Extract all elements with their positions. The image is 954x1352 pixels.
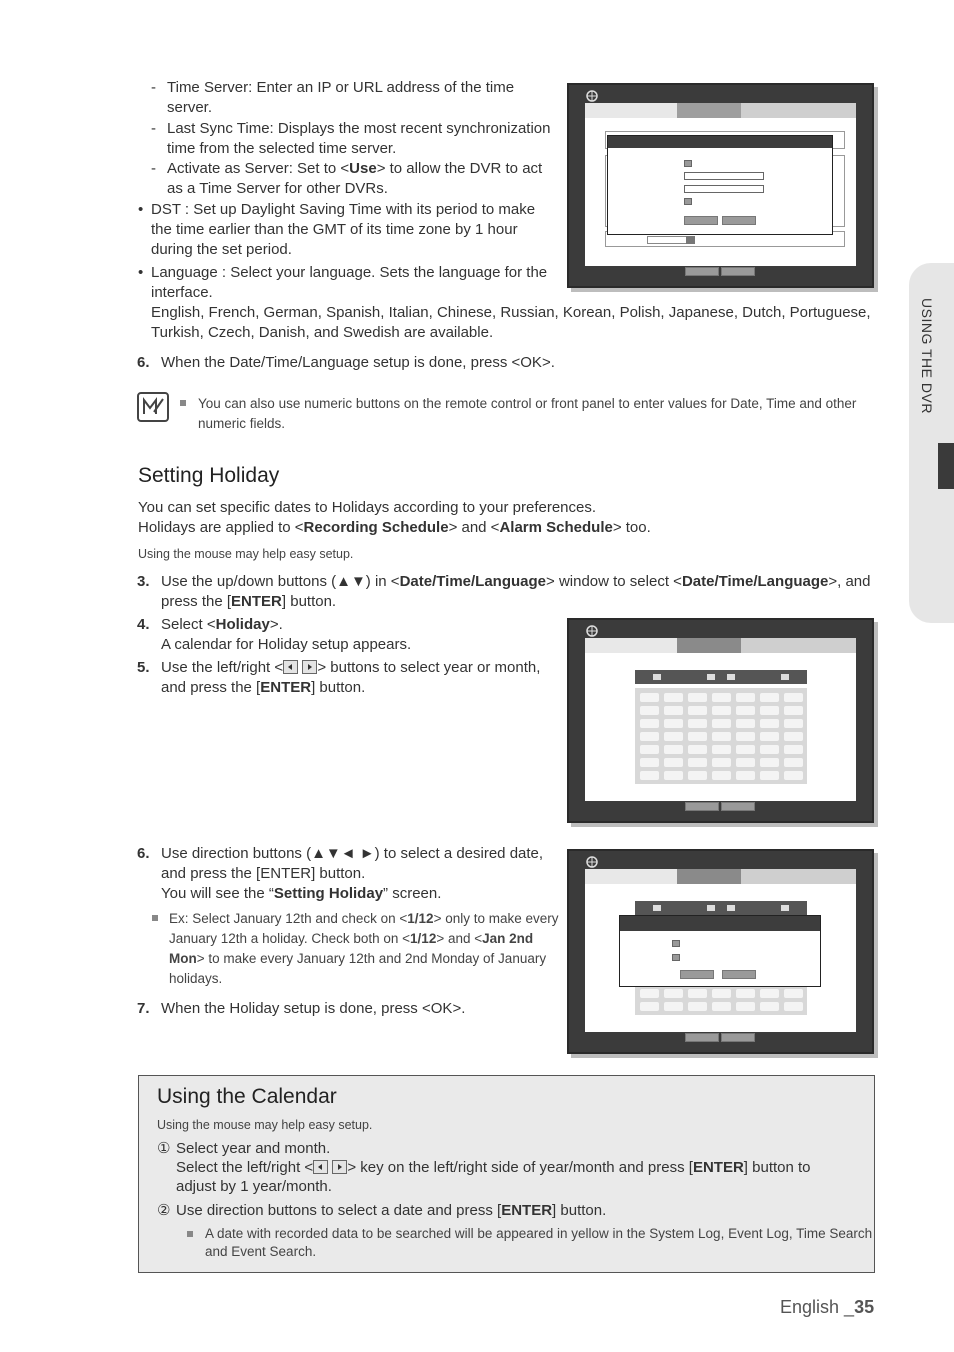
calendar-cell <box>688 1002 707 1011</box>
calendar-cell <box>760 771 779 780</box>
calendar-step-2: Use direction buttons to select a date and press [ENTER] button. <box>176 1202 607 1219</box>
calendar-cell <box>688 771 707 780</box>
calendar-cell <box>712 706 731 715</box>
setting-holiday-popup <box>619 915 821 987</box>
right-arrow-icon <box>332 1160 347 1174</box>
calendar-cell <box>784 989 803 998</box>
calendar-cell <box>760 706 779 715</box>
calendar-cell <box>712 1002 731 1011</box>
activate-server-text: Activate as Server: Set to <Use> to allow the DVR to act <box>167 160 543 177</box>
note-icon <box>137 392 169 422</box>
calendar-cell <box>760 989 779 998</box>
calendar-cell <box>640 771 659 780</box>
note-bullet <box>180 400 186 406</box>
calendar-step-1: Select year and month. <box>176 1140 331 1157</box>
step-6-holiday: Use direction buttons (▲▼◄ ►) to select a desired date, <box>161 845 544 862</box>
calendar-cell <box>640 1002 659 1011</box>
calendar-cell <box>640 758 659 767</box>
calendar-cell <box>712 719 731 728</box>
calendar-cell <box>664 1002 683 1011</box>
calendar-cell <box>664 771 683 780</box>
globe-icon <box>585 89 599 103</box>
calendar-cell <box>760 693 779 702</box>
calendar-cell <box>784 719 803 728</box>
calendar-note: A date with recorded data to be searched will be appeared in yellow in the System Log, Event Log, Time Search <box>205 1226 873 1241</box>
calendar-cell <box>688 706 707 715</box>
last-sync-text: Last Sync Time: Displays the most recent synchronization <box>167 120 551 137</box>
side-tab-label: USING THE DVR <box>919 298 935 414</box>
calendar-cell <box>712 693 731 702</box>
calendar-cell <box>664 745 683 754</box>
calendar-cell <box>760 732 779 741</box>
step-3: Use the up/down buttons (▲▼) in <Date/Time/Language> window to select <Date/Time/Language>, and <box>161 573 871 590</box>
time-server-text: Time Server: Enter an IP or URL address of the time <box>167 79 515 96</box>
section-heading-using-calendar: Using the Calendar <box>157 1085 337 1108</box>
note-numeric-buttons: You can also use numeric buttons on the remote control or front panel to enter values for Date, Time and other <box>198 396 857 411</box>
screenshot-holiday-calendar <box>567 618 874 823</box>
calendar-cell <box>664 732 683 741</box>
calendar-cell <box>736 706 755 715</box>
calendar-cell <box>736 1002 755 1011</box>
calendar-cell <box>640 693 659 702</box>
calendar-cell <box>664 706 683 715</box>
calendar-cell <box>736 693 755 702</box>
calendar-cell <box>736 745 755 754</box>
calendar-cell <box>688 758 707 767</box>
side-tab-marker <box>938 443 954 489</box>
globe-icon <box>585 855 599 869</box>
calendar-cell <box>736 758 755 767</box>
calendar-cell <box>640 719 659 728</box>
calendar-cell <box>736 771 755 780</box>
step-7: When the Holiday setup is done, press <OK>. <box>161 1000 466 1017</box>
holiday-applied: Holidays are applied to <Recording Schedule> and <Alarm Schedule> too. <box>138 519 651 536</box>
step-5: Use the left/right < > buttons to select year or month, <box>161 659 541 676</box>
calendar-cell <box>760 1002 779 1011</box>
holiday-mouse-hint: Using the mouse may help easy setup. <box>138 547 354 561</box>
step-6-datetime: When the Date/Time/Language setup is done, press <OK>. <box>161 354 555 371</box>
time-server-popup <box>607 135 833 235</box>
calendar-cell <box>784 1002 803 1011</box>
calendar-cell <box>712 771 731 780</box>
calendar-cell <box>664 758 683 767</box>
calendar-cell <box>640 989 659 998</box>
example-bullet <box>152 915 158 921</box>
section-heading-setting-holiday: Setting Holiday <box>138 464 280 487</box>
calendar-cell <box>784 706 803 715</box>
calendar-cell <box>640 745 659 754</box>
screenshot-setting-holiday <box>567 849 874 1054</box>
calendar-cell <box>760 745 779 754</box>
left-arrow-icon <box>283 660 298 674</box>
calendar-cell <box>688 732 707 741</box>
page-footer: English _35 <box>780 1297 875 1317</box>
calendar-cell <box>784 758 803 767</box>
calendar-cell <box>664 989 683 998</box>
calendar-cell <box>664 719 683 728</box>
calendar-cell <box>760 719 779 728</box>
calendar-cell <box>784 732 803 741</box>
language-text: Language : Select your language. Sets the language for the <box>151 264 548 281</box>
left-arrow-icon <box>313 1160 328 1174</box>
screenshot-time-settings <box>567 83 874 288</box>
holiday-intro: You can set specific dates to Holidays according to your preferences. <box>138 499 597 516</box>
calendar-cell <box>760 758 779 767</box>
calendar-cell <box>712 745 731 754</box>
calendar-cell <box>736 719 755 728</box>
calendar-cell <box>640 732 659 741</box>
calendar-cell <box>712 758 731 767</box>
calendar-cell <box>736 732 755 741</box>
calendar-cell <box>784 745 803 754</box>
calendar-grid <box>635 688 807 784</box>
example-text: Ex: Select January 12th and check on <1/12> only to make every <box>169 911 559 926</box>
dst-text: DST : Set up Daylight Saving Time with its period to make <box>151 201 536 218</box>
calendar-cell <box>712 989 731 998</box>
right-arrow-icon <box>302 660 317 674</box>
calendar-cell <box>784 693 803 702</box>
calendar-cell <box>736 989 755 998</box>
calendar-cell <box>784 771 803 780</box>
calendar-cell <box>688 719 707 728</box>
calendar-cell <box>688 989 707 998</box>
globe-icon <box>585 624 599 638</box>
calendar-cell <box>640 706 659 715</box>
calendar-cell <box>688 745 707 754</box>
calendar-cell <box>688 693 707 702</box>
calendar-note-bullet <box>187 1231 193 1237</box>
calendar-cell <box>712 732 731 741</box>
step-4: Select <Holiday>. <box>161 616 283 633</box>
using-calendar-box: Using the Calendar Using the mouse may help easy setup. ① Select year and month. Select the left/right < > key on the left/right side of year/month and press [ENTER] button to adjust by 1 year/month. ② Use direction buttons to select a date and press [ENTER] button. A date with recorded data to be searched will be appeared in yellow in the System Log, Event Log, Time Search and Event Search. <box>138 1075 875 1273</box>
calendar-cell <box>664 693 683 702</box>
